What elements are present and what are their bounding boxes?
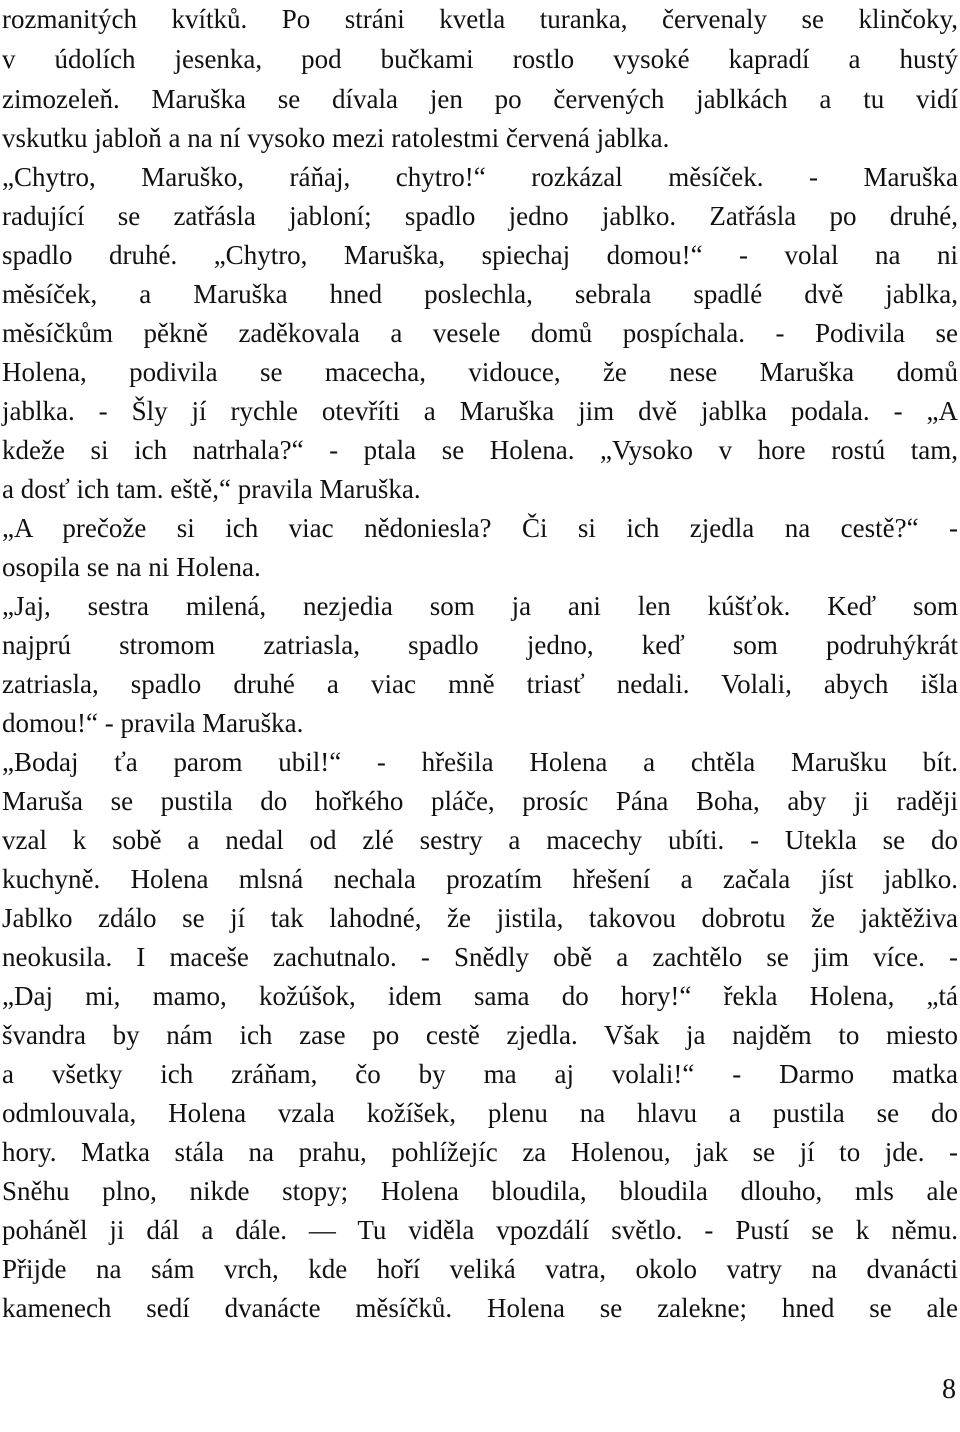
text-line: a všetky ich zráňam, čo by ma aj volali!“ - Darmo matka: [2, 1059, 958, 1089]
text-line: „Bodaj ťa parom ubil!“ - hřešila Holena a chtěla Marušku bít.: [2, 747, 958, 777]
page-number: 8: [942, 1374, 956, 1405]
text-line: vzal k sobě a nedal od zlé sestry a macechy ubíti. - Utekla se do: [2, 825, 958, 855]
text-line: radující se zatřásla jabloní; spadlo jedno jablko. Zatřásla po druhé,: [2, 201, 958, 231]
text-line: měsíčkům pěkně zaděkovala a vesele domů pospíchala. - Podivila se: [2, 318, 958, 348]
text-line: domou!“ - pravila Maruška.: [2, 708, 304, 738]
text-line: jablka. - Šly jí rychle otevříti a Maruška jim dvě jablka podala. - „A: [2, 396, 958, 426]
text-line: kamenech sedí dvanácte měsíčků. Holena se zalekne; hned se ale: [2, 1293, 958, 1323]
text-line: Sněhu plno, nikde stopy; Holena bloudila, bloudila dlouho, mls ale: [2, 1176, 958, 1206]
text-line: Maruša se pustila do hořkého pláče, prosíc Pána Boha, aby ji raději: [2, 786, 958, 816]
text-line: osopila se na ni Holena.: [2, 552, 261, 582]
text-line: kdeže si ich natrhala?“ - ptala se Holena. „Vysoko v hore rostú tam,: [2, 435, 958, 465]
text-line: Přijde na sám vrch, kde hoří veliká vatra, okolo vatry na dvanácti: [2, 1254, 958, 1284]
text-line: rozmanitých kvítků. Po stráni kvetla turanka, červenaly se klinčoky,: [2, 4, 958, 34]
text-line: v údolích jesenka, pod bučkami rostlo vysoké kapradí a hustý: [2, 44, 958, 74]
text-line: odmlouvala, Holena vzala kožíšek, plenu na hlavu a pustila se do: [2, 1098, 958, 1128]
text-line: poháněl ji dál a dále. — Tu viděla vpozdálí světlo. - Pustí se k němu.: [2, 1215, 958, 1245]
text-line: měsíček, a Maruška hned poslechla, sebrala spadlé dvě jablka,: [2, 279, 958, 309]
text-line: zimozeleň. Maruška se dívala jen po červených jablkách a tu vidí: [2, 84, 958, 114]
text-line: „Daj mi, mamo, kožúšok, idem sama do hory!“ řekla Holena, „tá: [2, 981, 958, 1011]
text-line: „Jaj, sestra milená, nezjedia som ja ani len kúšťok. Keď som: [2, 591, 958, 621]
text-line: kuchyně. Holena mlsná nechala prozatím hřešení a začala jíst jablko.: [2, 864, 958, 894]
text-line: zatriasla, spadlo druhé a viac mně triasť nedali. Volali, abych išla: [2, 669, 958, 699]
text-line: vskutku jabloň a na ní vysoko mezi ratolestmi červená jablka.: [2, 123, 670, 153]
text-line: „A prečože si ich viac nědoniesla? Či si ich zjedla na cestě?“ -: [2, 513, 958, 543]
text-line: hory. Matka stála na prahu, pohlížejíc za Holenou, jak se jí to jde. -: [2, 1137, 958, 1167]
text-line: neokusila. I maceše zachutnalo. - Snědly obě a zachtělo se jim více. -: [2, 942, 958, 972]
text-line: švandra by nám ich zase po cestě zjedla. Však ja najděm to miesto: [2, 1020, 958, 1050]
text-line: najprú stromom zatriasla, spadlo jedno, keď som podruhýkrát: [2, 630, 958, 660]
text-line: Holena, podivila se macecha, vidouce, že nese Maruška domů: [2, 357, 958, 387]
text-line: spadlo druhé. „Chytro, Maruška, spiechaj domou!“ - volal na ni: [2, 240, 958, 270]
text-line: „Chytro, Maruško, ráňaj, chytro!“ rozkázal měsíček. - Maruška: [2, 162, 958, 192]
text-line: a dosť ich tam. eště,“ pravila Maruška.: [2, 474, 421, 504]
text-line: Jablko zdálo se jí tak lahodné, že jistila, takovou dobrotu že jaktěživa: [2, 903, 958, 933]
